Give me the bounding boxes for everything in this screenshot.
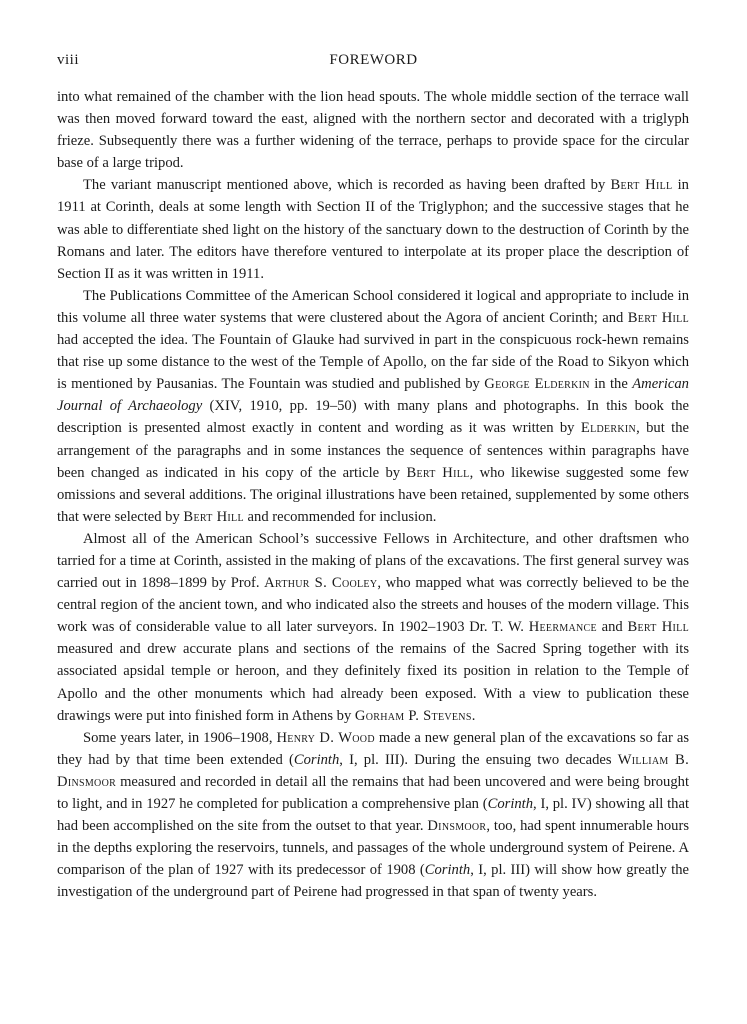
text-run: , who likewise suggested some few omissions and several additions. The original illustrations have been retained, supplemented by some others that were selected by bbox=[57, 464, 689, 525]
text-run: . bbox=[471, 707, 476, 724]
text-run: (XIV, 1910, pp. 19–50) with many plans and photographs. In this book the description is presented almost exactly in content and wording as it was written by bbox=[57, 398, 689, 437]
text-run: in 1911 at Corinth, deals at some length with Section II of the Triglyphon; and the successive stages that he was able to differentiate shed light on the history of the sanctuary down to the destruction of Corinth by the Romans and later. The editors have therefore ventured to interpolate at its proper place the description of Section II as it was written in 1911. bbox=[57, 177, 689, 282]
person-name: Elderkin bbox=[580, 420, 637, 437]
book-title: Corinth bbox=[293, 751, 340, 768]
person-name: Bert Hill bbox=[406, 464, 470, 481]
text-run: measured and drew accurate plans and sections of the remains of the Sacred Spring together with its associated apsidal temple or heroon, and they definitely fixed its position in relation to the Temple of Apollo and the other monuments which had already been exposed. With a view to publication these drawings were put into finished form in Athens by bbox=[57, 641, 689, 724]
journal-title: American Journal of Archaeology bbox=[57, 376, 689, 415]
person-name: William B. Dinsmoor bbox=[57, 751, 690, 790]
person-name: Bert Hill bbox=[610, 177, 673, 194]
person-name: Bert Hill bbox=[183, 508, 244, 525]
body-text bbox=[57, 86, 689, 903]
text-run: , I, pl. III). During the ensuing two decades bbox=[339, 751, 618, 768]
running-title: FOREWORD bbox=[329, 52, 418, 68]
text-run: made a new general plan of the excavations so far as they had by that time been extended ( bbox=[57, 729, 690, 768]
text-run: into what remained of the chamber with the lion head spouts. The whole middle section of the terrace wall was then moved forward toward the east, aligned with the northern sector and decorated with a triglyph frieze. Subsequently there was a further widening of the terrace, perhaps to provide space for the circular base of a large tripod. bbox=[57, 89, 689, 172]
text-run: , too, had spent innumerable hours in the depths exploring the reservoirs, tunnels, and passages of the whole underground system of Peirene. A comparison of the plan of 1927 with its predecessor of 1908 ( bbox=[57, 818, 689, 879]
person-name: Heermance bbox=[528, 619, 597, 636]
text-run: and bbox=[596, 619, 628, 636]
text-run: The variant manuscript mentioned above, which is recorded as having been drafted by bbox=[83, 177, 611, 194]
text-run: Some years later, in 1906–1908, bbox=[83, 729, 277, 746]
page-header bbox=[57, 52, 690, 74]
text-run: , I, pl. III) will show how greatly the investigation of the underground part of Peirene had progressed in that span of twenty years. bbox=[57, 862, 690, 901]
text-run: had accepted the idea. The Fountain of Glauke had survived in part in the conspicuous rock-hewn remains that rise up some distance to the west of the Temple of Apollo, on the far side of the Road to Sikyon which is mentioned by Pausanias. The Fountain was studied and published by bbox=[57, 332, 689, 393]
book-title: Corinth bbox=[424, 862, 471, 879]
text-run: , who mapped what was correctly believed to be the central region of the ancient town, and who indicated also the streets and houses of the modern village. This work was of considerable value to all later surveyors. In 1902–1903 Dr. T. W. bbox=[57, 575, 689, 636]
person-name: Bert Hill bbox=[627, 619, 689, 636]
paragraph-publications-committee bbox=[57, 285, 689, 528]
text-run: measured and recorded in detail all the remains that had been uncovered and were being brought to light, and in 1927 he completed for publication a comprehensive plan ( bbox=[57, 773, 689, 812]
person-name: Dinsmoor bbox=[427, 818, 487, 835]
book-title: Corinth bbox=[487, 796, 534, 812]
paragraph-variant-manuscript bbox=[57, 174, 689, 284]
text-run: in the bbox=[589, 376, 633, 393]
paragraph-general-plans bbox=[57, 727, 689, 904]
person-name: George Elderkin bbox=[484, 376, 590, 393]
person-name: Arthur S. Cooley bbox=[264, 575, 378, 592]
text-run: Almost all of the American School’s successive Fellows in Architecture, and other draftsmen who tarried for a time at Corinth, assisted in the making of plans of the excavations. The first general survey was carried out in 1898–1899 by Prof. bbox=[57, 530, 689, 592]
text-run: , I, pl. IV) showing all that had been accomplished on the site from the outset to that year. bbox=[57, 796, 689, 835]
page-number: viii bbox=[57, 52, 80, 68]
text-run: and recommended for inclusion. bbox=[243, 508, 437, 525]
person-name: Gorham P. Stevens bbox=[354, 707, 472, 724]
paragraph-continued bbox=[57, 86, 689, 174]
paragraph-fellows-architecture bbox=[57, 528, 689, 727]
text-run: , but the arrangement of the paragraphs and in some instances the sequence of sentences within paragraphs have been changed as indicated in his copy of the article by bbox=[57, 420, 689, 481]
person-name: Bert Hill bbox=[627, 309, 689, 326]
person-name: Henry D. Wood bbox=[276, 729, 375, 746]
text-run: The Publications Committee of the American School considered it logical and appropriate to include in this volume all three water systems that were clustered about the Agora of ancient Corinth; and bbox=[57, 287, 689, 326]
